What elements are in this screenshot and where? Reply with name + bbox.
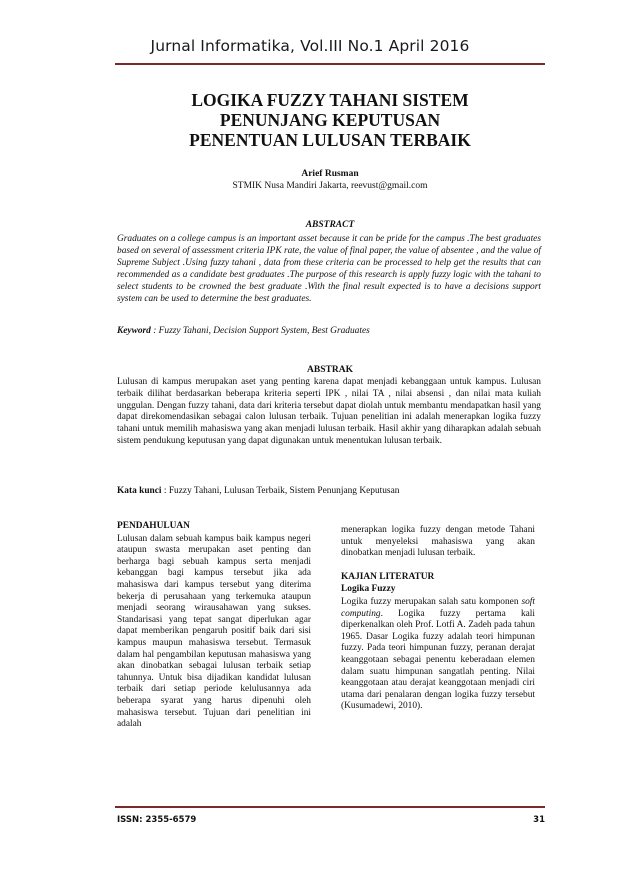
pendahuluan-body: Lulusan dalam sebuah kampus baik kampus negeri ataupun swasta merupakan aset penting dan berharga bagi sebuah kampus serta menjadi kebanggan bagi kampus tersebut jika ada mahasiswa dari kampus tersebut yang diterima bekerja di perusahaan yang terkemuka ataupun menjadi seorang wirausahawan yang sukses. Standarisasi yang tepat sangat diperlukan agar dapat memberikan pengaruh positif baik dari sisi kampus maupun mahasiswa tersebut. Termasuk dalam hal pengambilan keputusan mahasiswa yang akan dinobatkan sebagai lulusan terbaik setiap tahunnya. Untuk bisa dijadikan kandidat lulusan terbaik dari setiap periode kelulusannya ada beberapa syarat yang harus dipenuhi oleh mahasiswa tersebut. Tujuan dari penelitian ini adalah <box>117 533 311 730</box>
section-heading-kajian: KAJIAN LITERATUR <box>341 571 435 582</box>
footer-divider <box>115 806 545 808</box>
keywords-id-text: : Fuzzy Tahani, Lulusan Terbaik, Sistem Penunjang Keputusan <box>161 486 400 496</box>
footer-issn: ISSN: 2355-6579 <box>117 815 197 825</box>
abstract-en-heading: ABSTRACT <box>305 220 355 230</box>
title-line-3: PENENTUAN LULUSAN TERBAIK <box>189 130 471 150</box>
keywords-en-label: Keyword <box>117 326 151 336</box>
left-column <box>117 521 311 731</box>
keywords-id-label: Kata kunci <box>117 486 162 496</box>
header-divider <box>115 63 545 65</box>
keywords-id <box>117 486 541 496</box>
abstract-id-body: Lulusan di kampus merupakan aset yang penting karena dapat menjadi kebanggaan untuk kampus. Lulusan terbaik dilihat berdasarkan beberapa kriteria seperti IPK , nilai TA , nilai absensi , dan nilai mata kuliah unggulan. Dengan fuzzy tahani, data dari kriteria tersebut dapat diolah untuk membantu mendapatkan hasil yang dapat direkomendasikan sebagai calon lulusan terbaik. Tujuan penelitian ini adalah menerapkan logika fuzzy tahani untuk memilih mahasiswa yang akan menjadi lulusan terbaik. Hasil akhir yang diharapkan adalah sebuah sistem pendukung keputusan yang dapat digunakan untuk menentukan lulusan terbaik. <box>117 377 541 446</box>
abstract-en-body: Graduates on a college campus is an important asset because it can be pride for the campus .The best graduates based on several of assessment criteria IPK rate, the value of final paper, the value of absentee , and the value of Supreme Subject .Using fuzzy tahani , data from these criteria can be processed to help get the results that can recommended as a candidate best graduates .The purpose of this research is apply fuzzy logic with the tahani to select students to be crowned the best graduate .With the final result expected is to have a decisions support system can be used to determine the best graduates. <box>117 234 541 305</box>
soft-computing-term: soft computing <box>341 596 535 619</box>
kajian-body: Logika fuzzy merupakan salah satu komponen soft computing. Logika fuzzy pertama kali diperkenalkan oleh Prof. Lotfi A. Zadeh pada tahun 1965. Dasar Logika fuzzy adalah teori himpunan fuzzy. Pada teori himpunan fuzzy, peranan derajat keanggotaan sebagai penentu keberadaan elemen dalam suatu himpunan sangatlah penting. Nilai keanggotaan atau derajat keanggotaan menjadi ciri utama dari penalaran dengan logika fuzzy tersebut (Kusumadewi, 2010). <box>341 596 535 712</box>
author-affiliation: STMIK Nusa Mandiri Jakarta, reevust@gmail.com <box>232 181 428 191</box>
right-column <box>341 525 535 713</box>
abstract-id-heading: ABSTRAK <box>307 365 353 375</box>
pendahuluan-continuation: menerapkan logika fuzzy dengan metode Tahani untuk menyeleksi mahasiswa yang akan dinobatkan menjadi lulusan terbaik. <box>341 525 535 559</box>
title-line-2: PENUNJANG KEPUTUSAN <box>219 110 441 130</box>
page-number: 31 <box>533 815 545 825</box>
subsection-heading-logika-fuzzy: Logika Fuzzy <box>341 584 396 595</box>
journal-header: Jurnal Informatika, Vol.III No.1 April 2016 <box>150 37 470 55</box>
section-heading-pendahuluan: PENDAHULUAN <box>117 521 190 531</box>
title-line-1: LOGIKA FUZZY TAHANI SISTEM <box>191 90 469 110</box>
keywords-en <box>117 326 541 336</box>
author-name: Arief Rusman <box>301 169 359 179</box>
keywords-en-text: : Fuzzy Tahani, Decision Support System, Best Graduates <box>150 326 370 336</box>
paper-title <box>100 90 560 150</box>
